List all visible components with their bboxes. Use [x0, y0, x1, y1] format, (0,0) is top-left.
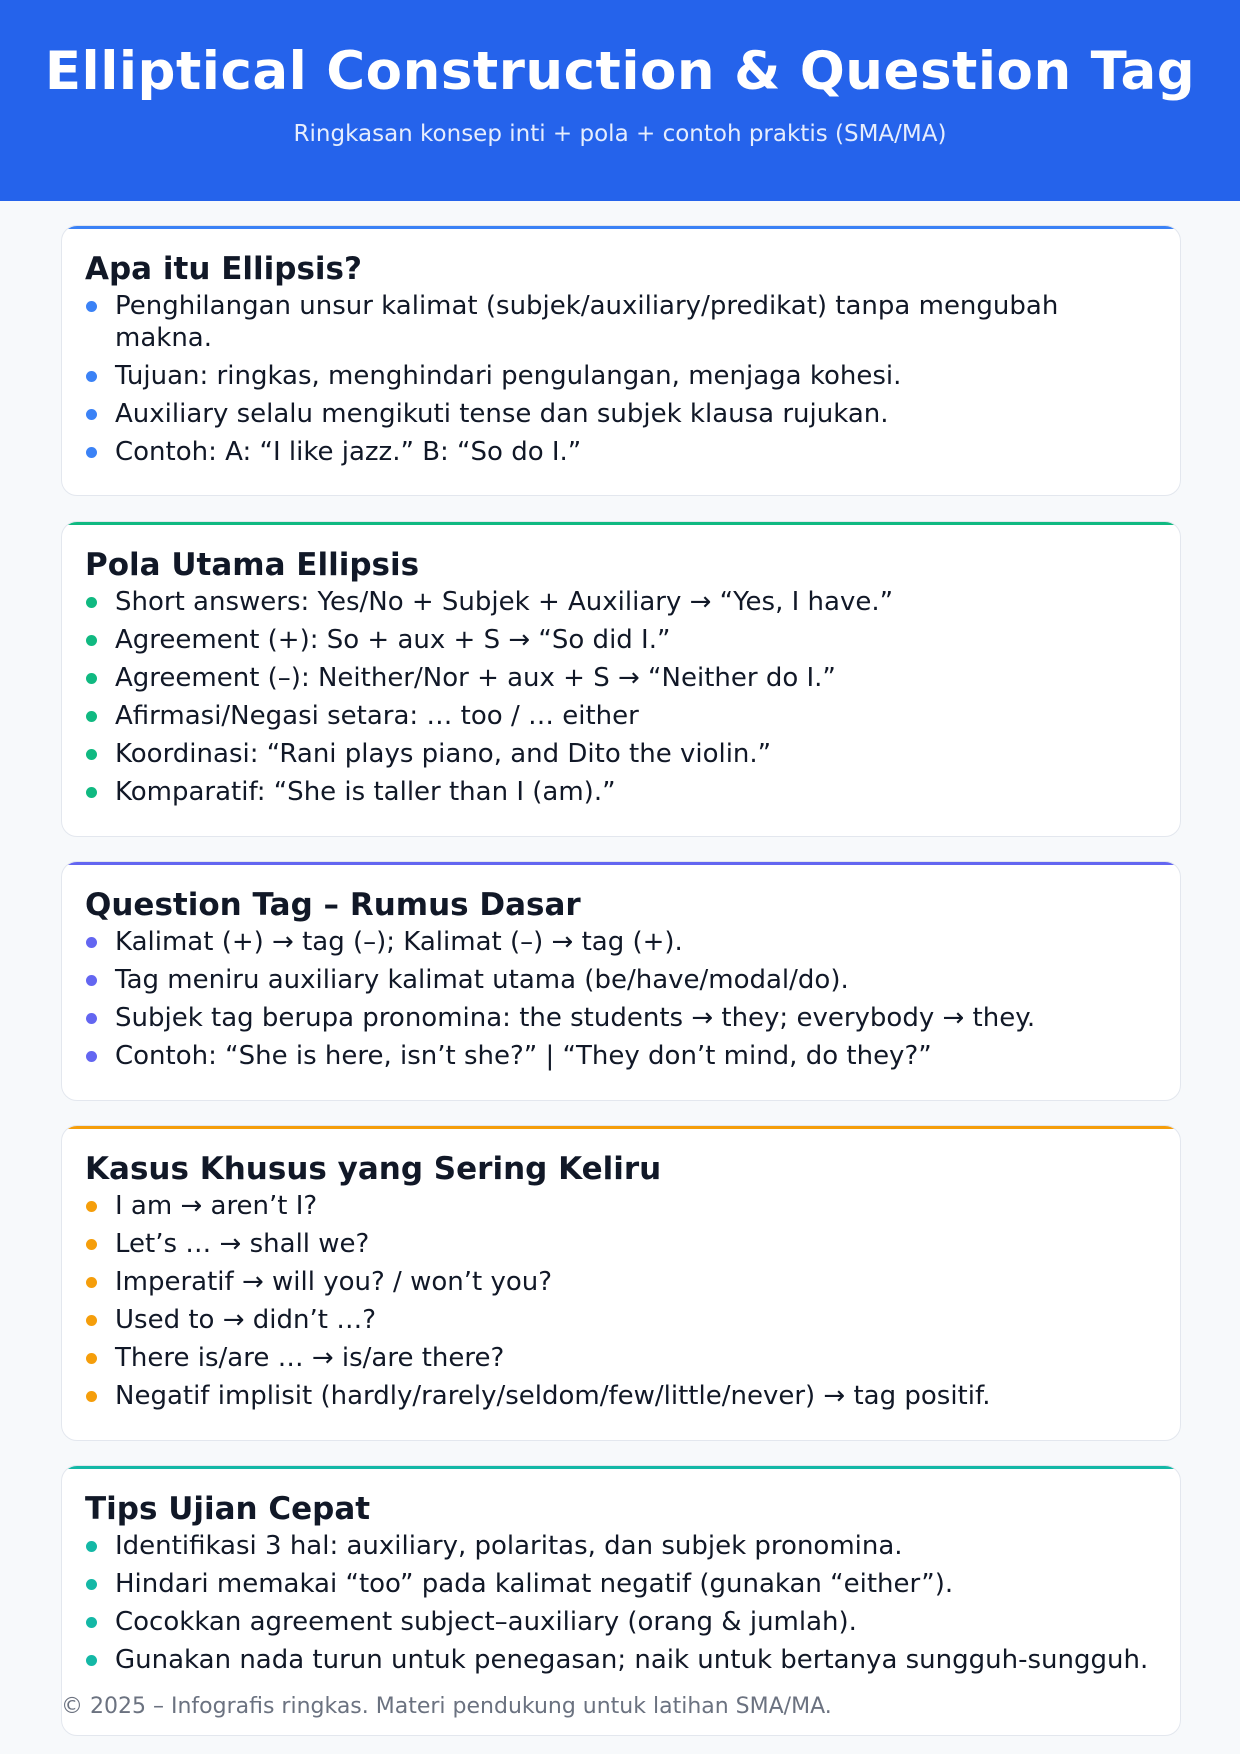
page-header	[0, 0, 1240, 201]
bullet-dot-icon	[86, 301, 97, 312]
list-item: Komparatif: “She is taller than I (am).”	[85, 776, 1156, 808]
bullet-dot-icon	[86, 1201, 97, 1212]
bullet-dot-icon	[86, 597, 97, 608]
bullet-dot-icon	[86, 1391, 97, 1402]
list-item: Gunakan nada turun untuk penegasan; naik untuk bertanya sungguh-sungguh.	[85, 1644, 1156, 1676]
bullet-list	[85, 290, 1156, 468]
bullet-dot-icon	[86, 673, 97, 684]
bullet-dot-icon	[86, 1277, 97, 1288]
bullet-dot-icon	[86, 1239, 97, 1250]
list-item: Let’s … → shall we?	[85, 1228, 1156, 1260]
bullet-dot-icon	[86, 1579, 97, 1590]
bullet-dot-icon	[86, 409, 97, 420]
bullet-dot-icon	[86, 1655, 97, 1666]
bullet-dot-icon	[86, 1353, 97, 1364]
list-item: Penghilangan unsur kalimat (subjek/auxiliary/predikat) tanpa mengubah makna.	[85, 290, 1156, 354]
bullet-dot-icon	[86, 787, 97, 798]
list-item: Subjek tag berupa pronomina: the students → they; everybody → they.	[85, 1002, 1156, 1034]
footer-note: © 2025 – Infografis ringkas. Materi pendukung untuk latihan SMA/MA.	[61, 1694, 832, 1719]
card-question-tag-rumus-dasar	[61, 861, 1181, 1101]
card-title: Question Tag – Rumus Dasar	[85, 887, 581, 923]
list-item: I am → aren’t I?	[85, 1190, 1156, 1222]
list-item: Cocokkan agreement subject–auxiliary (orang & jumlah).	[85, 1606, 1156, 1638]
card-title: Apa itu Ellipsis?	[85, 251, 362, 287]
list-item: Tag meniru auxiliary kalimat utama (be/have/modal/do).	[85, 964, 1156, 996]
list-item: Used to → didn’t …?	[85, 1304, 1156, 1336]
bullet-list	[85, 1190, 1156, 1412]
bullet-dot-icon	[86, 1617, 97, 1628]
bullet-list	[85, 1530, 1156, 1676]
list-item: Hindari memakai “too” pada kalimat negatif (gunakan “either”).	[85, 1568, 1156, 1600]
list-item: There is/are … → is/are there?	[85, 1342, 1156, 1374]
page-subtitle: Ringkasan konsep inti + pola + contoh praktis (SMA/MA)	[293, 121, 947, 147]
bullet-dot-icon	[86, 1541, 97, 1552]
bullet-dot-icon	[86, 1051, 97, 1062]
list-item: Agreement (+): So + aux + S → “So did I.”	[85, 624, 1156, 656]
bullet-dot-icon	[86, 749, 97, 760]
bullet-dot-icon	[86, 711, 97, 722]
page-title: Elliptical Construction & Question Tag	[44, 41, 1196, 102]
list-item: Negatif implisit (hardly/rarely/seldom/few/little/never) → tag positif.	[85, 1380, 1156, 1412]
bullet-dot-icon	[86, 975, 97, 986]
card-apa-itu-ellipsis	[61, 225, 1181, 496]
list-item: Afirmasi/Negasi setara: … too / … either	[85, 700, 1156, 732]
card-title: Tips Ujian Cepat	[85, 1491, 371, 1527]
list-item: Imperatif → will you? / won’t you?	[85, 1266, 1156, 1298]
card-title: Kasus Khusus yang Sering Keliru	[85, 1151, 662, 1187]
list-item: Contoh: “She is here, isn’t she?” | “They don’t mind, do they?”	[85, 1040, 1156, 1072]
bullet-list	[85, 926, 1156, 1072]
bullet-dot-icon	[86, 1013, 97, 1024]
list-item: Auxiliary selalu mengikuti tense dan subjek klausa rujukan.	[85, 398, 1156, 430]
list-item: Agreement (–): Neither/Nor + aux + S → “Neither do I.”	[85, 662, 1156, 694]
list-item: Short answers: Yes/No + Subjek + Auxiliary → “Yes, I have.”	[85, 586, 1156, 618]
bullet-list	[85, 586, 1156, 808]
list-item: Identifikasi 3 hal: auxiliary, polaritas, dan subjek pronomina.	[85, 1530, 1156, 1562]
card-kasus-khusus	[61, 1125, 1181, 1441]
card-title: Pola Utama Ellipsis	[85, 547, 420, 583]
bullet-dot-icon	[86, 1315, 97, 1326]
card-pola-utama-ellipsis	[61, 521, 1181, 837]
bullet-dot-icon	[86, 635, 97, 646]
list-item: Tujuan: ringkas, menghindari pengulangan, menjaga kohesi.	[85, 360, 1156, 392]
list-item: Koordinasi: “Rani plays piano, and Dito the violin.”	[85, 738, 1156, 770]
bullet-dot-icon	[86, 447, 97, 458]
bullet-dot-icon	[86, 937, 97, 948]
list-item: Contoh: A: “I like jazz.” B: “So do I.”	[85, 436, 1156, 468]
bullet-dot-icon	[86, 371, 97, 382]
list-item: Kalimat (+) → tag (–); Kalimat (–) → tag (+).	[85, 926, 1156, 958]
